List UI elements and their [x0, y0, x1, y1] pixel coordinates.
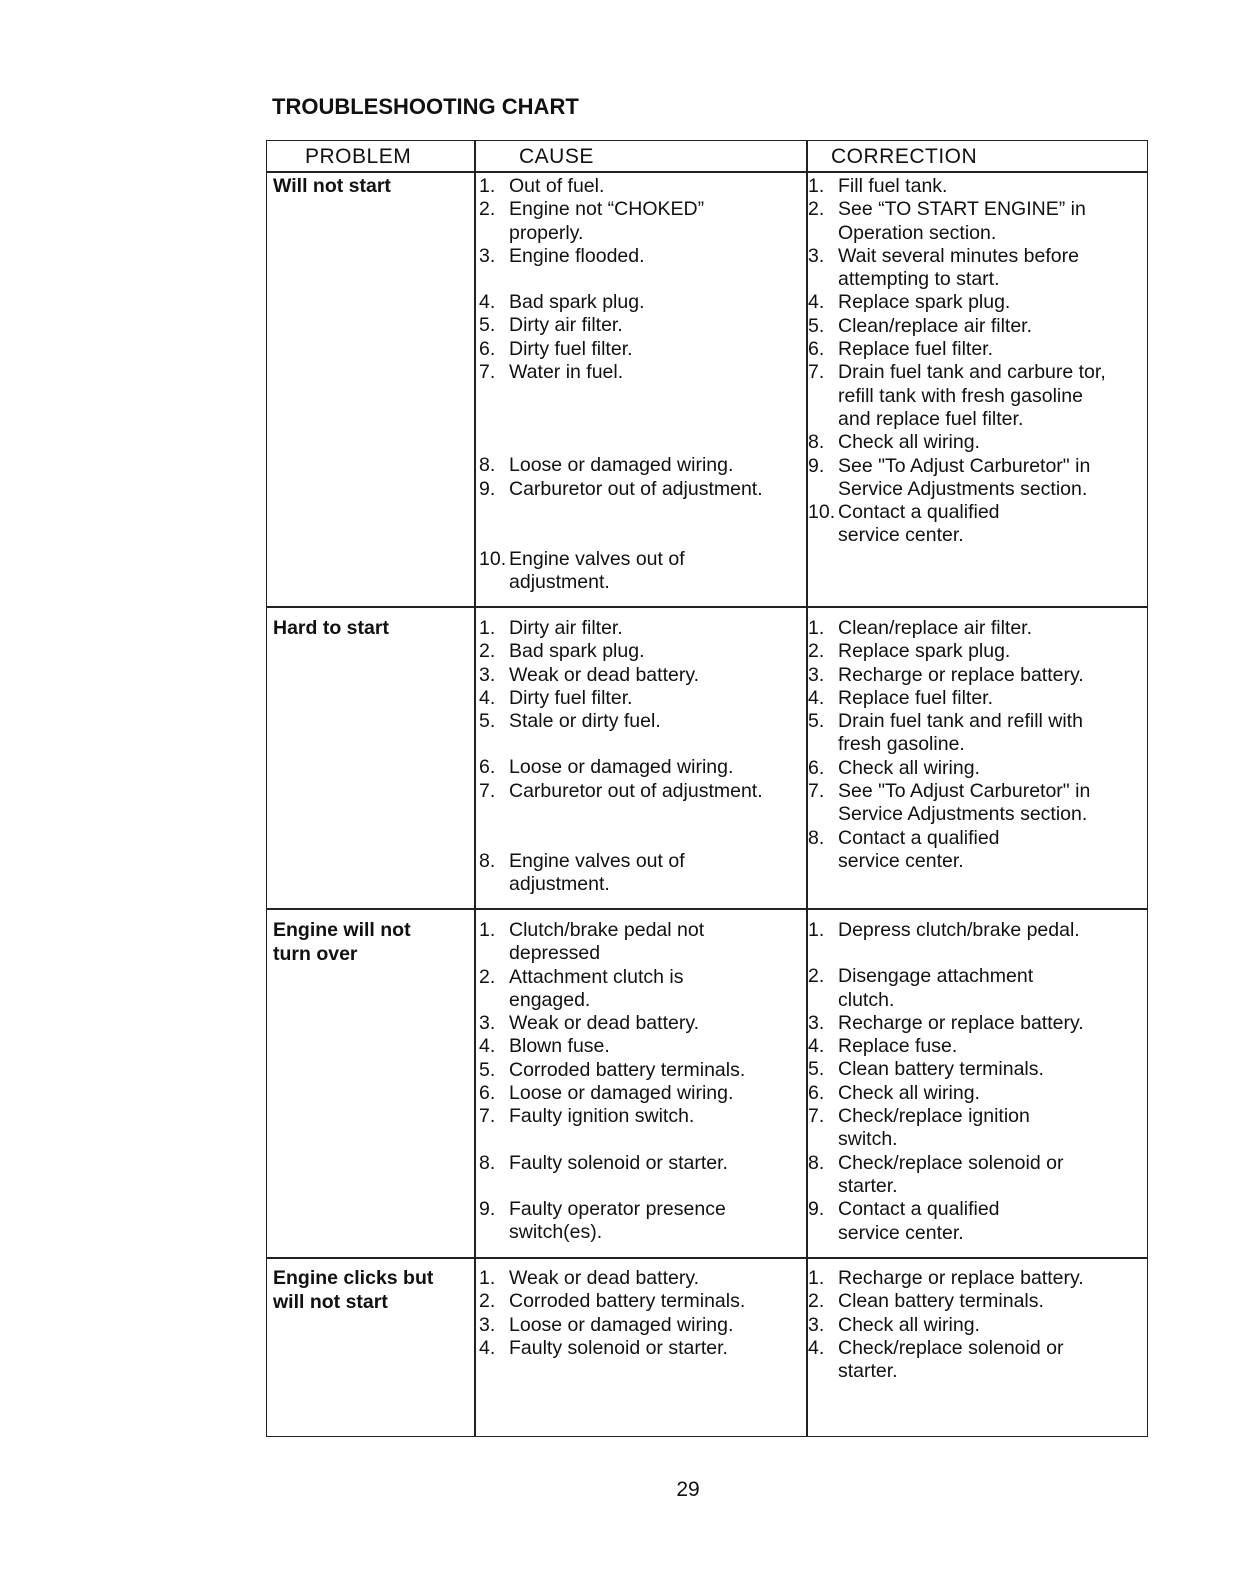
page-number: 29 — [676, 1478, 700, 1501]
list-item: 8. Contact a qualified service center. — [808, 826, 1000, 872]
list-item: 1. Clean/replace air filter. — [808, 617, 1033, 639]
list-item: 8. Check all wiring. — [808, 431, 980, 454]
list-item: 1. Weak or dead battery. — [479, 1267, 700, 1289]
list-item: 1. Fill fuel tank. — [808, 175, 948, 197]
list-item: 5. Drain fuel tank and refill with fresh gasoline. — [808, 710, 1083, 756]
list-item: 1. Dirty air filter. — [479, 617, 623, 639]
list-item: 4. Faulty solenoid or starter. — [479, 1336, 728, 1359]
list-item: 6. Replace fuel filter. — [808, 338, 994, 361]
list-item: 1. Depress clutch/brake pedal. — [808, 919, 1080, 941]
list-item: 8. Loose or damaged wiring. — [479, 454, 734, 477]
cause-list — [479, 175, 805, 595]
problem-label: Engine will not turn over — [273, 919, 411, 965]
list-item: 7. Faulty ignition switch. — [479, 1105, 695, 1128]
list-item: 8. Engine valves out of adjustment. — [479, 850, 685, 896]
list-item: 5. Stale or dirty fuel. — [479, 710, 661, 733]
list-item: 7. Carburetor out of adjustment. — [479, 779, 763, 802]
list-item: 6. Dirty fuel filter. — [479, 337, 633, 360]
list-item: 7. See "To Adjust Carburetor" in Service Adjustments section. — [808, 780, 1091, 826]
list-item: 9. See "To Adjust Carburetor" in Service Adjustments section. — [808, 454, 1091, 500]
list-item: 10. Engine valves out of adjustment. — [479, 547, 685, 594]
row-divider — [267, 1257, 1147, 1259]
list-item: 8. Faulty solenoid or starter. — [479, 1151, 728, 1174]
column-divider — [474, 141, 476, 1436]
header-divider — [267, 171, 1147, 173]
list-item: 4. Replace fuse. — [808, 1035, 958, 1058]
cause-list — [479, 1267, 805, 1360]
list-item: 2. Bad spark plug. — [479, 640, 645, 663]
list-item: 3. Wait several minutes before attempting to start. — [808, 244, 1079, 291]
list-item: 6. Loose or damaged wiring. — [479, 756, 734, 779]
list-item: 6. Check all wiring. — [808, 1081, 980, 1104]
list-item: 5. Dirty air filter. — [479, 314, 623, 337]
list-item: 3. Weak or dead battery. — [479, 663, 700, 686]
list-item: 2. Replace spark plug. — [808, 640, 1011, 663]
list-item: 6. Loose or damaged wiring. — [479, 1082, 734, 1105]
list-item: 4. Dirty fuel filter. — [479, 686, 633, 709]
list-item: 4. Replace fuel filter. — [808, 686, 994, 709]
header-cause: CAUSE — [519, 145, 594, 168]
cause-list — [479, 919, 805, 1245]
troubleshooting-table — [266, 140, 1148, 1437]
list-item: 1. Clutch/brake pedal not depressed — [479, 919, 705, 965]
row-divider — [267, 606, 1147, 608]
page-title: TROUBLESHOOTING CHART — [272, 94, 579, 119]
correction-list — [808, 175, 1144, 548]
list-item: 7. Check/replace ignition switch. — [808, 1105, 1030, 1151]
problem-label: Hard to start — [273, 617, 389, 639]
list-item: 1. Out of fuel. — [479, 175, 605, 197]
list-item: 5. Clean battery terminals. — [808, 1058, 1044, 1081]
list-item: 4. Bad spark plug. — [479, 291, 645, 314]
list-item: 10. Contact a qualified service center. — [808, 501, 1000, 547]
list-item: 9. Faulty operator presence switch(es). — [479, 1197, 726, 1244]
header-correction: CORRECTION — [831, 145, 978, 168]
list-item: 5. Clean/replace air filter. — [808, 314, 1033, 337]
list-item: 1. Recharge or replace battery. — [808, 1267, 1084, 1289]
list-item: 9. Carburetor out of adjustment. — [479, 477, 763, 500]
list-item: 4. Replace spark plug. — [808, 291, 1011, 314]
problem-label: Will not start — [273, 175, 391, 197]
list-item: 9. Contact a qualified service center. — [808, 1198, 1000, 1244]
list-item: 2. Engine not “CHOKED” properly. — [479, 198, 705, 244]
list-item: 2. Corroded battery terminals. — [479, 1290, 746, 1313]
list-item: 3. Recharge or replace battery. — [808, 1011, 1084, 1034]
list-item: 3. Recharge or replace battery. — [808, 663, 1084, 686]
row-divider — [267, 908, 1147, 910]
list-item: 4. Check/replace solenoid or starter. — [808, 1336, 1064, 1383]
header-problem: PROBLEM — [305, 145, 412, 168]
cause-list — [479, 617, 805, 897]
list-item: 2. Clean battery terminals. — [808, 1290, 1044, 1313]
list-item: 7. Drain fuel tank and carbure tor, refill tank with fresh gasoline and replace fuel filter. — [808, 361, 1106, 430]
problem-label: Engine clicks but will not start — [273, 1267, 434, 1313]
list-item: 3. Loose or damaged wiring. — [479, 1313, 734, 1336]
list-item: 3. Engine flooded. — [479, 244, 645, 267]
list-item: 2. Disengage attachment clutch. — [808, 965, 1034, 1011]
list-item: 5. Corroded battery terminals. — [479, 1058, 746, 1081]
list-item: 6. Check all wiring. — [808, 756, 980, 779]
list-item: 3. Check all wiring. — [808, 1313, 980, 1336]
list-item: 4. Blown fuse. — [479, 1035, 610, 1058]
list-item: 2. See “TO START ENGINE” in Operation section. — [808, 198, 1086, 244]
correction-list — [808, 617, 1144, 873]
list-item: 7. Water in fuel. — [479, 361, 624, 384]
correction-list — [808, 1267, 1144, 1383]
list-item: 3. Weak or dead battery. — [479, 1012, 700, 1035]
list-item: 8. Check/replace solenoid or starter. — [808, 1151, 1064, 1197]
correction-list — [808, 919, 1144, 1245]
list-item: 2. Attachment clutch is engaged. — [479, 965, 684, 1011]
